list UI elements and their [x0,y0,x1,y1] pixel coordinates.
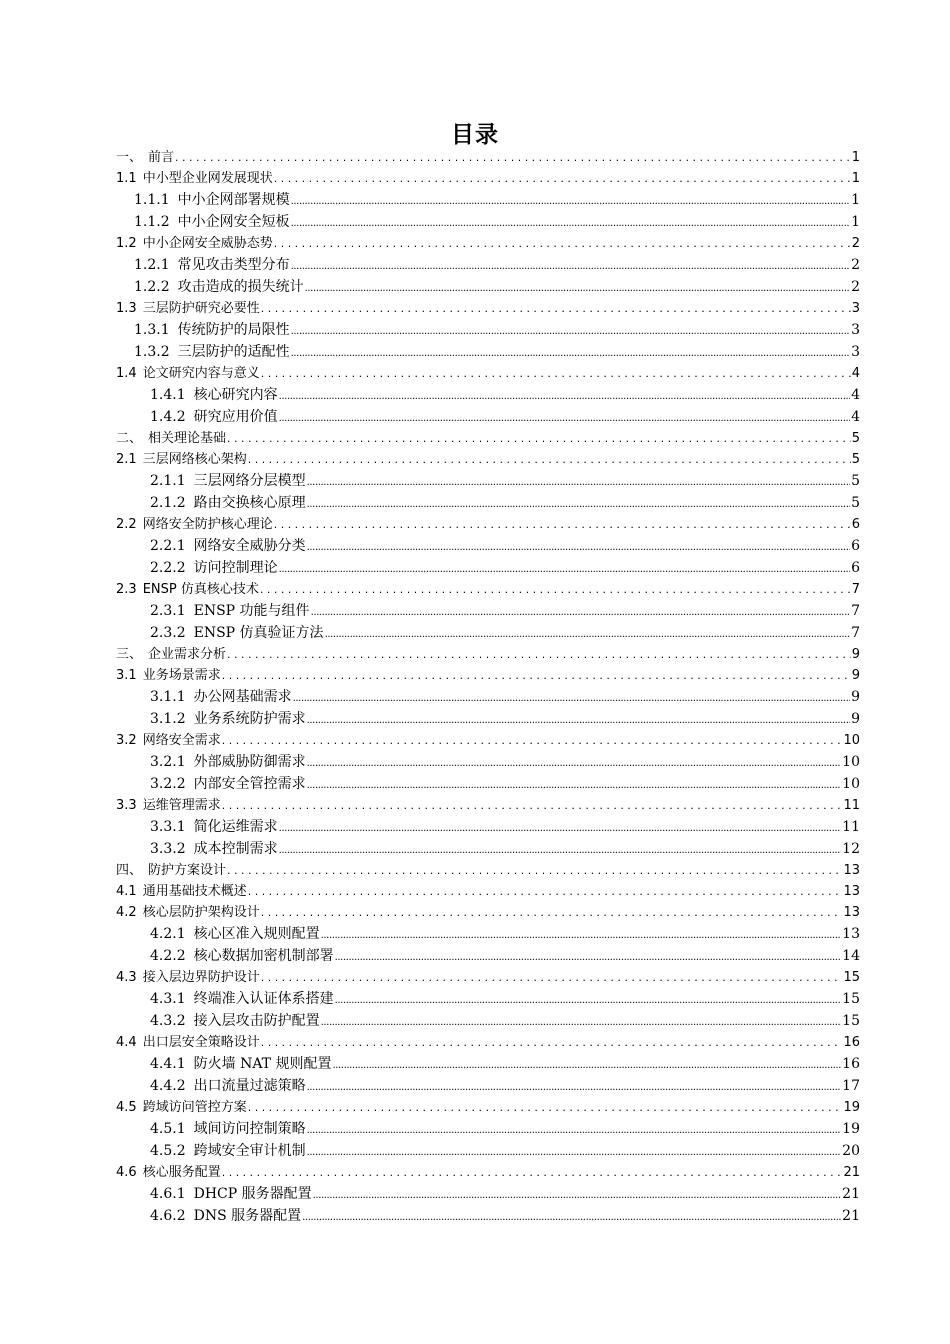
toc-entry-page-number: 6 [851,560,860,576]
dot-leader [307,773,842,797]
toc-entry-number: 3.2.2 [150,776,186,792]
toc-entry-number: 3.3.1 [150,819,186,835]
toc-entry-title: 业务场景需求 [142,668,221,683]
toc-entry-title: 跨域安全审计机制 [193,1143,306,1159]
toc-entry[interactable] [134,254,860,276]
toc-entry-title: 接入层边界防护设计 [142,970,260,985]
dot-leader [307,492,850,516]
toc-entry-page-number: 21 [842,1186,860,1202]
toc-entry-page-number: 21 [842,1208,860,1224]
toc-entry-page-number: 19 [843,1100,860,1115]
dot-leader [274,233,851,254]
toc-entry-number: 四、 [116,863,143,878]
toc-entry[interactable] [116,730,860,751]
toc-entry-title: 核心数据加密机制部署 [193,948,334,964]
toc-entry-title: ENSP 仿真核心技术 [142,582,259,597]
dot-leader [248,449,851,470]
toc-entry-page-number: 17 [842,1078,860,1094]
toc-entry[interactable] [150,557,860,579]
toc-entry-title: 防火墙 NAT 规则配置 [193,1056,332,1072]
dot-leader [307,470,850,494]
toc-entry-page-number: 4 [851,366,860,381]
toc-entry-title: 业务系统防护需求 [193,711,306,727]
toc-entry-page-number: 4 [851,409,860,425]
toc-entry-page-number: 5 [851,495,860,511]
toc-entry-title: 出口流量过滤策略 [193,1078,306,1094]
toc-entry-title: 三层网络核心架构 [142,452,247,467]
toc-entry-title: 网络安全需求 [142,733,221,748]
toc-entry-page-number: 5 [851,452,860,467]
toc-entry-page-number: 13 [843,863,860,878]
toc-entry-number: 4.2.1 [150,926,186,942]
toc-entry[interactable] [150,945,860,967]
toc-entry-number: 一、 [116,150,143,165]
toc-entry-number: 1.1.1 [134,192,170,208]
toc-entry-number: 3.3 [116,798,137,813]
toc-entry-page-number: 13 [842,926,860,942]
toc-entry-title: 成本控制需求 [193,841,278,857]
toc-entry[interactable] [116,881,860,902]
toc-entry-title: 研究应用价值 [193,409,278,425]
dot-leader [261,298,851,319]
dot-leader [321,1010,842,1034]
toc-entry-page-number: 10 [842,754,860,770]
toc-entry[interactable] [150,1205,860,1227]
dot-leader [313,1183,842,1207]
toc-entry-number: 3.3.2 [150,841,186,857]
dot-leader [222,795,843,816]
toc-entry-title: 论文研究内容与意义 [142,366,260,381]
toc-entry-title: 中小企网安全短板 [177,214,290,230]
dot-leader [248,881,843,902]
toc-entry-page-number: 21 [843,1165,860,1180]
toc-entry-title: ENSP 功能与组件 [193,603,310,619]
toc-entry-page-number: 1 [851,192,860,208]
dot-leader [311,600,851,624]
dot-leader [307,708,850,732]
toc-entry-number: 4.2 [116,905,137,920]
toc-entry[interactable] [150,1140,860,1162]
toc-entry-number: 4.3 [116,970,137,985]
toc-entry-page-number: 13 [843,884,860,899]
toc-entry-page-number: 10 [843,733,860,748]
dot-leader [291,254,850,278]
dot-leader [279,384,850,408]
dot-leader [222,1162,843,1183]
toc-entry-page-number: 6 [851,538,860,554]
toc-entry-number: 2.2.1 [150,538,186,554]
toc-entry-page-number: 6 [851,517,860,532]
toc-entry[interactable] [150,535,860,557]
toc-entry[interactable] [150,470,860,492]
dot-leader [335,988,842,1012]
toc-entry-page-number: 7 [851,603,860,619]
toc-entry-number: 4.2.2 [150,948,186,964]
dot-leader [325,622,851,646]
toc-entry-number: 3.2.1 [150,754,186,770]
toc-entry-number: 三、 [116,647,143,662]
dot-leader [274,168,851,189]
toc-entry[interactable] [116,967,860,988]
toc-entry-number: 4.4.1 [150,1056,186,1072]
toc-entry-number: 1.2.1 [134,257,170,273]
dot-leader [261,1032,843,1053]
toc-entry[interactable] [150,1053,860,1075]
toc-entry[interactable] [150,1075,860,1097]
toc-entry-number: 3.2 [116,733,137,748]
toc-entry-number: 4.4.2 [150,1078,186,1094]
toc-entry-page-number: 5 [851,473,860,489]
toc-entry-page-number: 3 [851,322,860,338]
toc-entry-number: 2.1.1 [150,473,186,489]
toc-entry-number: 3.1.2 [150,711,186,727]
toc-entry[interactable] [116,644,860,665]
toc-entry[interactable] [150,838,860,860]
toc-entry-page-number: 9 [851,711,860,727]
toc-entry[interactable] [150,1118,860,1140]
toc-entry-title: 终端准入认证体系搭建 [193,991,334,1007]
dot-leader [222,665,851,686]
toc-entry[interactable] [116,579,860,600]
toc-entry-number: 4.3.1 [150,991,186,1007]
toc-entry-page-number: 4 [851,387,860,403]
toc-entry-page-number: 5 [851,431,860,446]
toc-entry-number: 3.1 [116,668,137,683]
toc-entry-title: 三层网络分层模型 [193,473,306,489]
toc-entry[interactable] [116,514,860,535]
toc-entry-page-number: 9 [851,689,860,705]
toc-entry-page-number: 1 [851,150,860,165]
toc-entry-number: 1.1.2 [134,214,170,230]
toc-entry[interactable] [116,428,860,449]
dot-leader [307,751,842,775]
toc-entry-page-number: 13 [843,905,860,920]
toc-entry[interactable] [116,1097,860,1118]
toc-entry-number: 4.6.1 [150,1186,186,1202]
toc-entry[interactable] [134,276,860,298]
toc-entry-number: 1.3.1 [134,322,170,338]
toc-entry-title: 运维管理需求 [142,798,221,813]
toc-entry[interactable] [116,147,860,168]
toc-entry-title: 企业需求分析 [148,647,227,662]
dot-leader [175,147,851,168]
toc-entry-number: 1.3.2 [134,344,170,360]
toc-entry-title: 网络安全威胁分类 [193,538,306,554]
dot-leader [291,211,850,235]
toc-entry-title: 办公网基础需求 [193,689,292,705]
dot-leader [227,644,851,665]
toc-entry-number: 4.3.2 [150,1013,186,1029]
toc-entry-page-number: 15 [842,991,860,1007]
toc-entry-number: 二、 [116,431,143,446]
toc-entry-title: 简化运维需求 [193,819,278,835]
toc-entry[interactable] [116,665,860,686]
toc-entry[interactable] [150,923,860,945]
dot-leader [305,276,850,300]
toc-entry-title: 域间访问控制策略 [193,1121,306,1137]
toc-entry-title: 三层防护的适配性 [177,344,290,360]
toc-entry-title: 出口层安全策略设计 [142,1035,260,1050]
toc-entry-title: 访问控制理论 [193,560,278,576]
dot-leader [302,1205,841,1229]
toc-entry[interactable] [134,211,860,233]
toc-entry-page-number: 19 [842,1121,860,1137]
toc-entry-number: 1.4 [116,366,137,381]
toc-entry-number: 2.1 [116,452,137,467]
toc-entry-number: 4.5 [116,1100,137,1115]
toc-entry[interactable] [150,622,860,644]
toc-entry-page-number: 9 [851,647,860,662]
dot-leader [279,406,850,430]
toc-entry-title: 外部威胁防御需求 [193,754,306,770]
toc-entry-number: 1.3 [116,301,137,316]
toc-entry-title: 中小型企业网发展现状 [142,171,273,186]
toc-entry-title: 防护方案设计 [148,863,227,878]
toc-entry-number: 1.4.2 [150,409,186,425]
toc-entry-page-number: 16 [843,1035,860,1050]
toc-entry-title: 攻击造成的损失统计 [177,279,304,295]
toc-entry-page-number: 12 [842,841,860,857]
dot-leader [307,1140,842,1164]
toc-entry-page-number: 16 [842,1056,860,1072]
toc-entry[interactable] [116,168,860,189]
toc-entry-page-number: 9 [851,668,860,683]
toc-entry[interactable] [116,902,860,923]
toc-entry-title: DHCP 服务器配置 [193,1186,312,1202]
dot-leader [307,535,850,559]
toc-entry-title: 通用基础技术概述 [142,884,247,899]
toc-entry-title: 内部安全管控需求 [193,776,306,792]
toc-entry-page-number: 7 [851,582,860,597]
toc-entry-number: 1.2.2 [134,279,170,295]
toc-entry-number: 2.2.2 [150,560,186,576]
toc-entry-number: 4.4 [116,1035,137,1050]
toc-entry-page-number: 11 [842,819,860,835]
toc-entry-page-number: 2 [851,236,860,251]
toc-entry[interactable] [150,773,860,795]
toc-entry-title: 核心服务配置 [142,1165,221,1180]
toc-entry-page-number: 15 [843,970,860,985]
toc-entry[interactable] [134,341,860,363]
toc-entry[interactable] [134,319,860,341]
toc-entry[interactable] [134,189,860,211]
toc-entry-title: 跨域访问管控方案 [142,1100,247,1115]
dot-leader [261,363,851,384]
toc-entry[interactable] [116,363,860,384]
toc-entry-number: 4.5.2 [150,1143,186,1159]
dot-leader [274,514,851,535]
toc-entry[interactable] [116,298,860,319]
toc-entry-page-number: 1 [851,214,860,230]
toc-entry-page-number: 20 [842,1143,860,1159]
toc-entry[interactable] [150,406,860,428]
toc-entry-title: 中小企网部署规模 [177,192,290,208]
toc-entry-number: 4.6 [116,1165,137,1180]
toc-entry-title: 接入层攻击防护配置 [193,1013,320,1029]
toc-entry-title: ENSP 仿真验证方法 [193,625,324,641]
toc-entry[interactable] [116,1032,860,1053]
toc-entry-page-number: 2 [851,279,860,295]
toc-entry[interactable] [150,1183,860,1205]
toc-entry-page-number: 2 [851,257,860,273]
toc-entry-number: 1.2 [116,236,137,251]
toc-entry[interactable] [150,492,860,514]
toc-entry-page-number: 14 [842,948,860,964]
toc-entry-title: 核心层防护架构设计 [142,905,260,920]
toc-entry-page-number: 15 [842,1013,860,1029]
toc-entry-title: 前言 [148,150,175,165]
toc-entry-number: 1.1 [116,171,137,186]
dot-leader [293,686,850,710]
toc-entry-number: 2.3 [116,582,137,597]
dot-leader [227,860,842,881]
toc-entry-title: DNS 服务器配置 [193,1208,302,1224]
toc-entry[interactable] [150,751,860,773]
dot-leader [248,1097,843,1118]
toc-entry[interactable] [116,1162,860,1183]
toc-entry-number: 4.1 [116,884,137,899]
toc-entry-title: 网络安全防护核心理论 [142,517,273,532]
toc-entry-number: 4.6.2 [150,1208,186,1224]
toc-entry[interactable] [116,795,860,816]
toc-entry[interactable] [150,1010,860,1032]
dot-leader [307,1075,842,1099]
dot-leader [291,341,850,365]
toc-entry[interactable] [116,233,860,254]
dot-leader [261,967,843,988]
toc-entry[interactable] [150,686,860,708]
toc-entry[interactable] [150,988,860,1010]
toc-entry-title: 核心研究内容 [193,387,278,403]
dot-leader [279,557,850,581]
toc-entry[interactable] [150,816,860,838]
dot-leader [291,319,850,343]
toc-entry-title: 三层防护研究必要性 [142,301,260,316]
toc-entry-title: 传统防护的局限性 [177,322,290,338]
dot-leader [227,428,851,449]
toc-entry-number: 3.1.1 [150,689,186,705]
dot-leader [307,1118,842,1142]
dot-leader [335,945,842,969]
toc-entry-number: 2.3.2 [150,625,186,641]
toc-entry-title: 中小企网安全威胁态势 [142,236,273,251]
dot-leader [222,730,843,751]
toc-entry-number: 2.2 [116,517,137,532]
toc-entry-number: 1.4.1 [150,387,186,403]
dot-leader [279,816,842,840]
toc-entry[interactable] [150,708,860,730]
toc-entry-page-number: 3 [851,301,860,316]
toc-entry-page-number: 7 [851,625,860,641]
dot-leader [260,579,851,600]
dot-leader [261,902,843,923]
toc-entry-page-number: 1 [851,171,860,186]
toc-entry[interactable] [150,384,860,406]
dot-leader [321,923,842,947]
dot-leader [332,1053,841,1077]
toc-entry-number: 2.1.2 [150,495,186,511]
toc-entry-number: 4.5.1 [150,1121,186,1137]
toc-entry-title: 核心区准入规则配置 [193,926,320,942]
toc-entry-page-number: 10 [842,776,860,792]
toc-entry[interactable] [116,449,860,470]
toc-entry-title: 路由交换核心原理 [193,495,306,511]
toc-entry-page-number: 11 [843,798,860,813]
toc-entry-title: 相关理论基础 [148,431,227,446]
toc-entry-page-number: 3 [851,344,860,360]
toc-entry-title: 常见攻击类型分布 [177,257,290,273]
toc-title: 目录 [451,122,499,148]
toc-entry-number: 2.3.1 [150,603,186,619]
toc-entry[interactable] [150,600,860,622]
toc-entry[interactable] [116,860,860,881]
dot-leader [291,189,850,213]
dot-leader [279,838,842,862]
